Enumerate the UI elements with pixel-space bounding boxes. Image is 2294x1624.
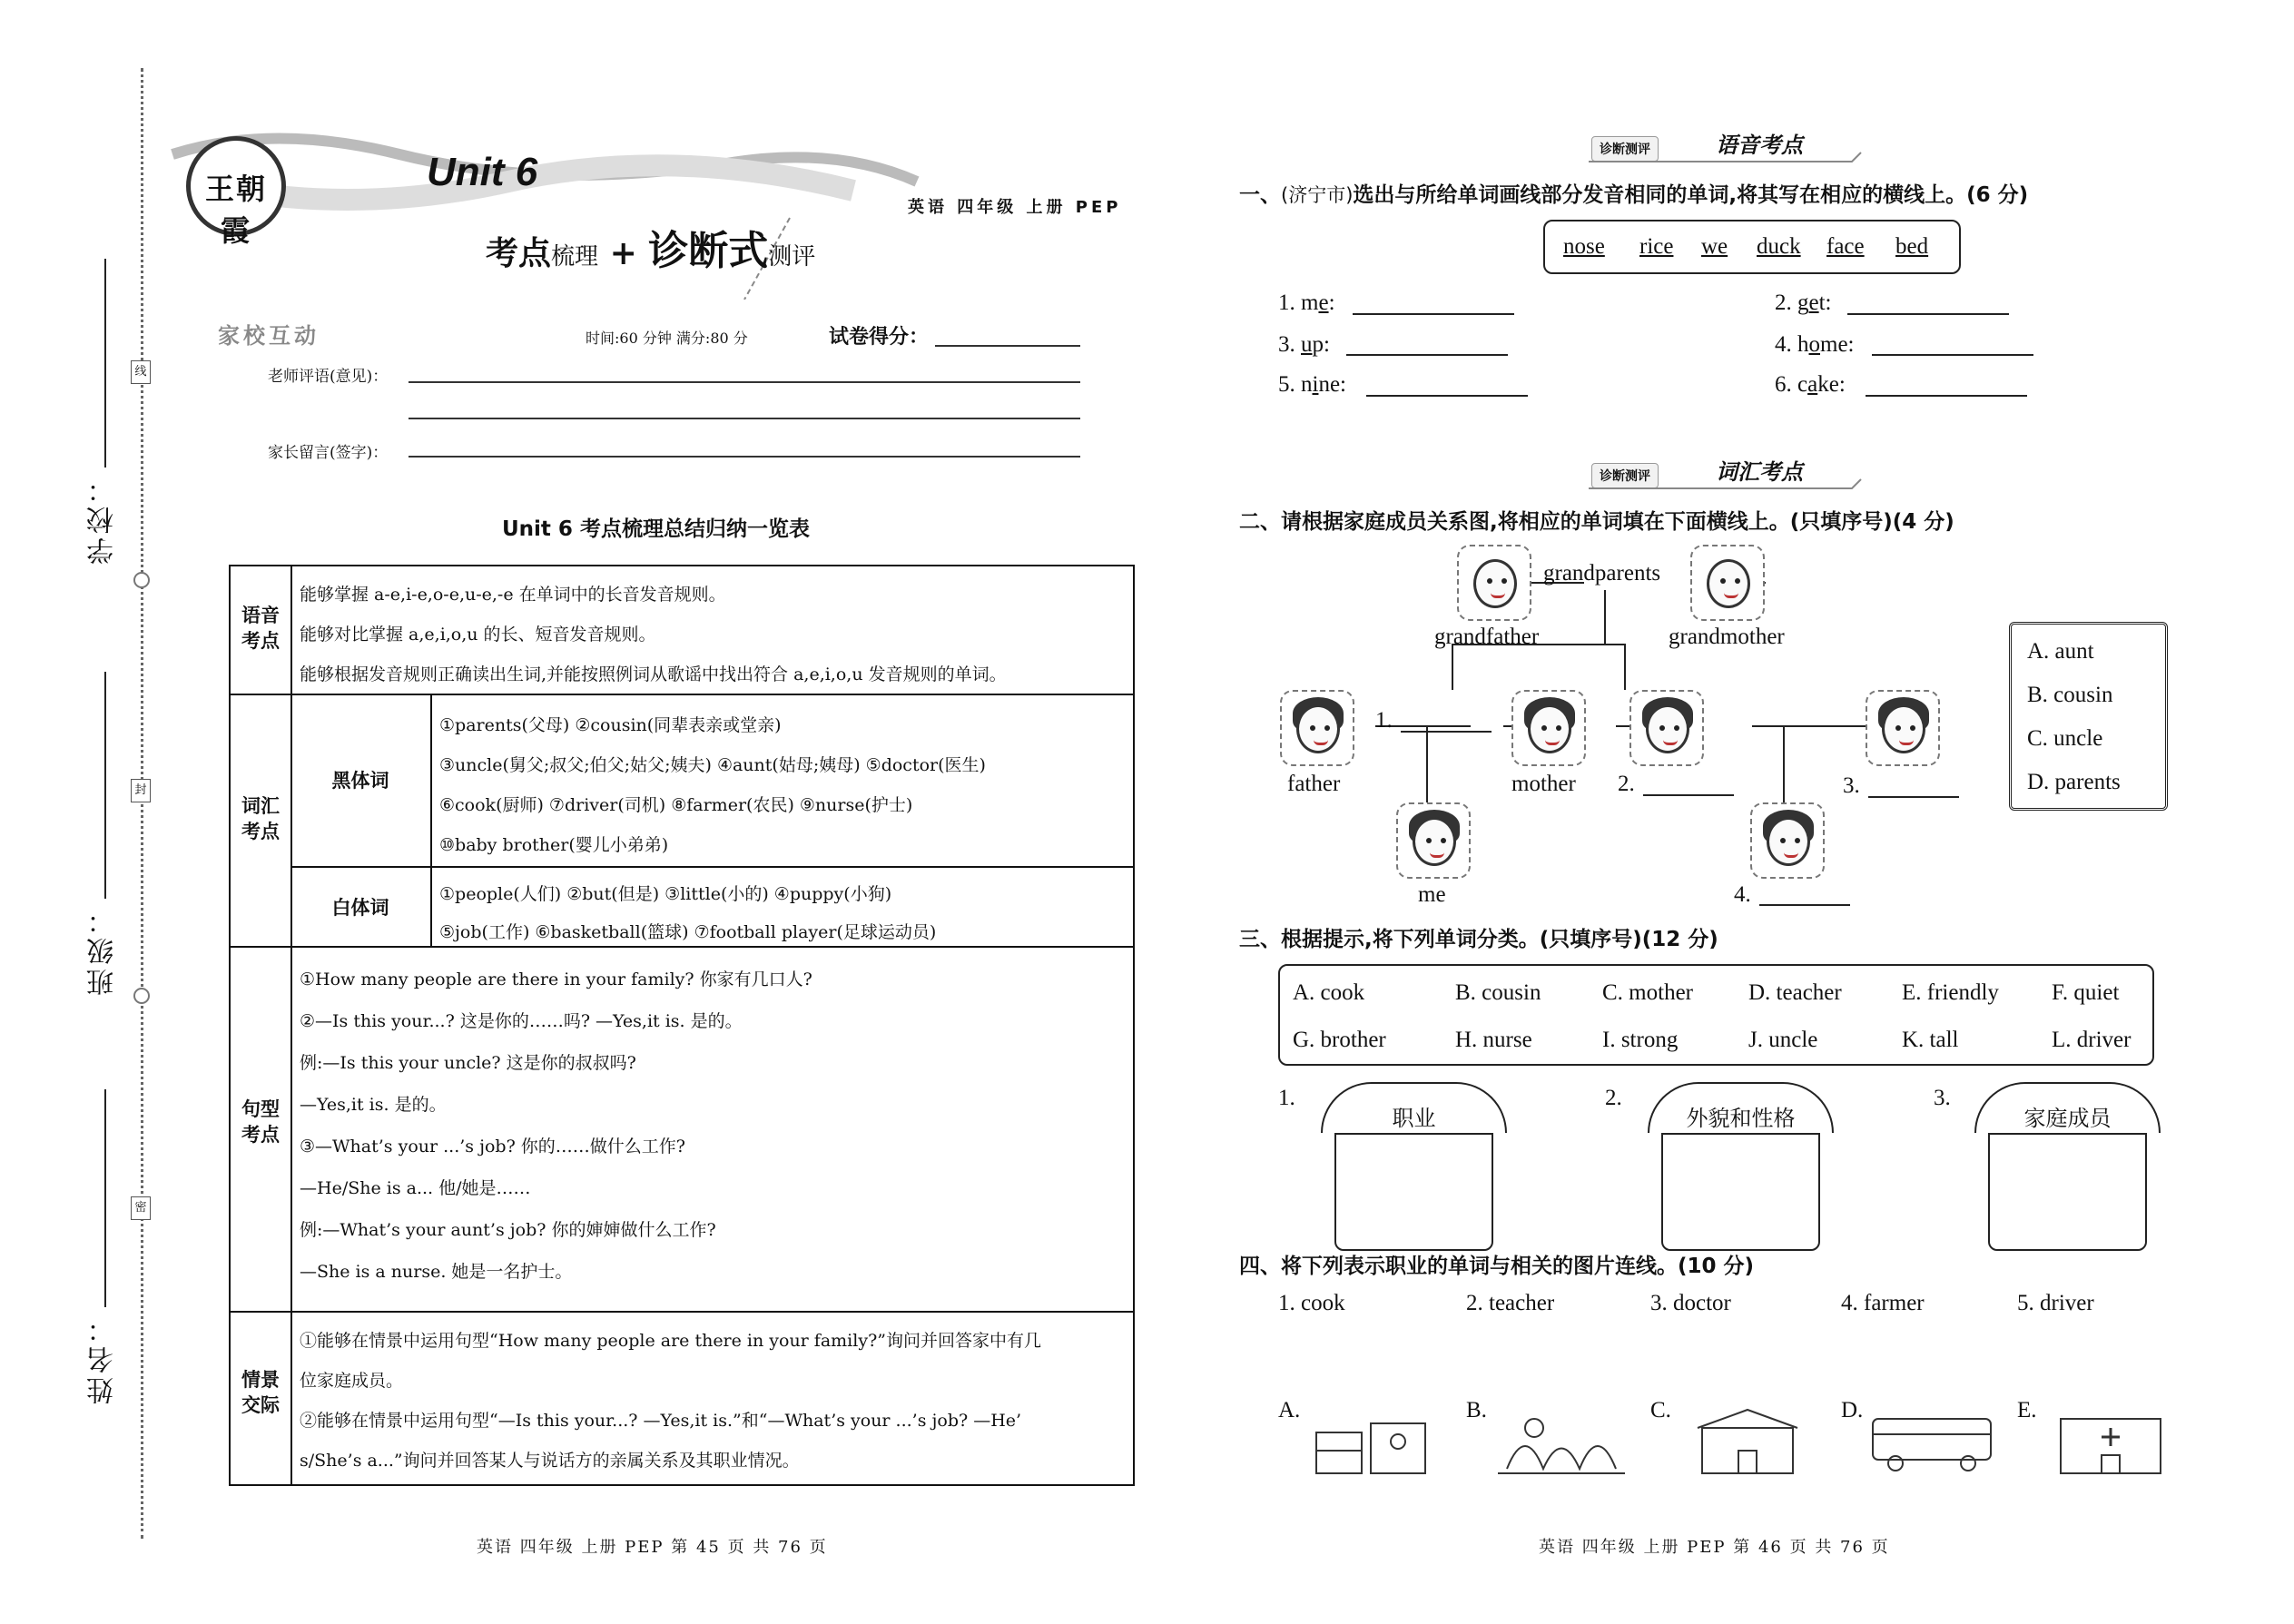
house-1-answer-area[interactable] (1334, 1133, 1493, 1251)
aunt-portrait (1866, 690, 1940, 766)
q1-answer-1[interactable] (1353, 313, 1514, 315)
binding-dotted-line (141, 68, 143, 1539)
q4-pic-label-a: A. (1278, 1398, 1301, 1422)
q3-word: C. mother (1602, 980, 1693, 1005)
q3-word: J. uncle (1748, 1028, 1818, 1052)
house-3-roof (1974, 1082, 2161, 1133)
word-duck: duck (1757, 234, 1801, 259)
q3-word: K. tall (1902, 1028, 1959, 1052)
q3-word: D. teacher (1748, 980, 1842, 1005)
plain-word-line: ①people(人们) ②but(但是) ③little(小的) ④puppy(小狗) (439, 884, 892, 904)
q1-item-suffix: : (1328, 290, 1335, 315)
uncle-portrait (1629, 690, 1704, 766)
face-icon (1296, 704, 1340, 753)
family-tree-blank-2[interactable] (1643, 794, 1734, 796)
unit-title: Unit 6 (427, 150, 538, 194)
cousin-portrait (1750, 802, 1825, 879)
q1-item-underlined: i (1312, 372, 1319, 397)
word-bed: bed (1895, 234, 1929, 259)
q3-word: F. quiet (2052, 980, 2120, 1005)
q1-item-prefix: c (1797, 372, 1808, 397)
word-we: we (1701, 234, 1728, 259)
situation-category (231, 1367, 290, 1418)
sentence-line: ①How many people are there in your family? 你家有几口人? (300, 969, 812, 989)
parent-remark-field[interactable] (409, 456, 1080, 458)
q1-item-prefix: n (1301, 372, 1313, 397)
question-1-number: 一、 (1239, 183, 1281, 207)
q1-item-underlined: o (1808, 332, 1820, 357)
q1-item-5 (1278, 372, 1346, 398)
q1-item-prefix: g (1797, 290, 1809, 315)
family-tree-blank-4[interactable] (1759, 904, 1850, 906)
sentence-line: ②—Is this your...? 这是你的……吗? —Yes,it is. 是的。 (300, 1011, 743, 1031)
q3-word: B. cousin (1455, 980, 1541, 1005)
house-1-label: 职业 (1392, 1106, 1436, 1131)
school-field[interactable] (104, 259, 106, 468)
parent-remark-label: 家长留言(签字)： (268, 444, 389, 462)
face-icon (1767, 817, 1810, 866)
situation-line: ②能够在情景中运用句型“—Is this your...? —Yes,it is.”和“—What’s your ...’s job? —He’ (300, 1411, 1022, 1431)
phonics-line: 能够对比掌握 a,e,i,o,u 的长、短音发音规则。 (300, 625, 656, 645)
q1-answer-5[interactable] (1366, 395, 1528, 397)
bold-word-line: ⑥cook(厨师) ⑦driver(司机) ⑧farmer(农民) ⑨nurse(护士) (439, 795, 913, 815)
question-1-source: (济宁市) (1281, 184, 1354, 206)
face-icon (1413, 817, 1456, 866)
phonics-label-1: 语音 (241, 605, 280, 626)
sentence-line: 例:—What’s your aunt’s job? 你的婶婶做什么工作? (300, 1220, 716, 1240)
situation-label-1: 情景 (241, 1369, 280, 1391)
teacher-remark-field-line2[interactable] (409, 418, 1080, 419)
q3-word: G. brother (1293, 1028, 1386, 1052)
table-subcategory-divider (430, 694, 432, 946)
vocab-category (231, 793, 290, 844)
question-1-instruction: 选出与所给单词画线部分发音相同的单词,将其写在相应的横线上。(6 分) (1353, 183, 2029, 207)
q1-item-suffix: me: (1820, 332, 1855, 357)
face-icon (1528, 704, 1571, 753)
word-face: face (1826, 234, 1865, 259)
blank-1-number: 1. (1375, 708, 1393, 733)
house-2-answer-area[interactable] (1661, 1133, 1820, 1251)
grade-label: 英语 四年级 上册 PEP (908, 198, 1122, 217)
q1-item-suffix: p: (1312, 332, 1330, 357)
sentence-category (231, 1097, 290, 1147)
header-subtitle (486, 218, 815, 276)
name-field[interactable] (104, 1089, 106, 1307)
mother-portrait (1511, 690, 1586, 766)
q3-word: I. strong (1602, 1028, 1679, 1052)
q4-pic-label-e: E. (2017, 1398, 2037, 1422)
q4-word-driver[interactable]: 5. driver (2017, 1291, 2094, 1315)
option-cousin: B. cousin (2027, 683, 2113, 707)
subtitle-kaodian: 考点 (486, 234, 552, 272)
class-label: 班级： (87, 903, 119, 996)
question-3-word-box (1278, 964, 2154, 1066)
q4-word-farmer[interactable]: 4. farmer (1841, 1291, 1925, 1315)
q4-word-cook[interactable]: 1. cook (1278, 1291, 1345, 1315)
q1-item-4 (1775, 332, 1855, 358)
situation-label-2: 交际 (241, 1394, 280, 1416)
grandmother-portrait (1690, 545, 1765, 621)
house-3-answer-area[interactable] (1988, 1133, 2147, 1251)
q1-item-number: 5. (1278, 372, 1295, 397)
label-me: me (1418, 882, 1446, 907)
q1-item-prefix: h (1797, 332, 1809, 357)
plain-word-line: ⑤job(工作) ⑥basketball(篮球) ⑦football player(足球运动员) (439, 922, 937, 942)
teacher-remark-field[interactable] (409, 381, 1080, 383)
label-father: father (1287, 772, 1341, 796)
house-1-number: 1. (1278, 1086, 1295, 1110)
section-arrow-decoration (1589, 145, 1870, 163)
q3-word: E. friendly (1902, 980, 1999, 1005)
q4-pic-label-b: B. (1466, 1398, 1487, 1422)
option-parents: D. parents (2027, 770, 2121, 794)
school-picture[interactable] (1684, 1405, 1811, 1478)
score-label: 试卷得分： (829, 325, 930, 349)
binding-hole (133, 572, 150, 588)
blank-4-number: 4. (1734, 882, 1751, 907)
school-label: 学校： (87, 472, 119, 565)
situation-line: s/She’s a...”询问并回答某人与说话方的亲属关系及其职业情况。 (300, 1451, 800, 1471)
label-grandparents: grandparents (1543, 561, 1661, 586)
table-category-divider (290, 566, 292, 1484)
hospital-picture[interactable] (2047, 1405, 2174, 1478)
table-row-divider (231, 694, 1133, 695)
q1-item-number: 4. (1775, 332, 1792, 357)
page-footer-left: 英语 四年级 上册 PEP 第 45 页 共 76 页 (477, 1538, 828, 1557)
bold-word-line: ⑩baby brother(婴儿小弟弟) (439, 835, 669, 855)
face-icon (1882, 704, 1925, 753)
father-portrait (1280, 690, 1354, 766)
blank-2-number: 2. (1618, 772, 1635, 796)
summary-table-title: Unit 6 考点梳理总结归纳一览表 (502, 517, 810, 541)
sentence-line: 例:—Is this your uncle? 这是你的叔叔吗? (300, 1053, 636, 1073)
subtitle-ceping: 测评 (768, 243, 816, 271)
word-nose: nose (1563, 234, 1605, 259)
binding-tag-secret: 密 (131, 1196, 151, 1220)
label-grandmother: grandmother (1669, 625, 1785, 649)
table-subrow-divider (290, 866, 1133, 868)
binding-tag-line: 线 (131, 360, 151, 384)
question-3-title: 三、根据提示,将下列单词分类。(只填序号)(12 分) (1239, 928, 1718, 951)
vocab-label-2: 考点 (241, 821, 280, 842)
phonics-line: 能够掌握 a-e,i-e,o-e,u-e,-e 在单词中的长音发音规则。 (300, 585, 726, 605)
section-name-vocab: 词汇考点 (1716, 459, 1803, 485)
q4-word-doctor[interactable]: 3. doctor (1650, 1291, 1731, 1315)
sentence-line: —Yes,it is. 是的。 (300, 1095, 447, 1115)
grandfather-portrait (1457, 545, 1531, 621)
question-2-title: 二、请根据家庭成员关系图,将相应的单词填在下面横线上。(只填序号)(4 分) (1239, 510, 1954, 534)
q1-answer-6[interactable] (1866, 395, 2027, 397)
section-tag-phonics: 诊断测评 (1591, 136, 1659, 162)
option-aunt: A. aunt (2027, 639, 2094, 664)
farm-field-picture[interactable] (1498, 1405, 1625, 1478)
bold-words-label: 黑体词 (331, 770, 389, 792)
summary-table (229, 565, 1135, 1486)
question-4-title: 四、将下列表示职业的单词与相关的图片连线。(10 分) (1239, 1255, 1755, 1278)
question-1-title (1239, 178, 2028, 208)
house-3-number: 3. (1934, 1086, 1951, 1110)
house-3-label: 家庭成员 (2023, 1106, 2112, 1131)
q1-item-underlined: e (1318, 290, 1329, 315)
kitchen-picture[interactable] (1307, 1405, 1434, 1478)
word-rice: rice (1639, 234, 1674, 259)
q1-item-number: 2. (1775, 290, 1792, 315)
q1-item-number: 1. (1278, 290, 1295, 315)
label-grandfather: grandfather (1434, 625, 1540, 649)
q1-answer-4[interactable] (1872, 354, 2033, 356)
q1-item-3 (1278, 332, 1330, 358)
table-row-divider (231, 946, 1133, 948)
situation-line: ①能够在情景中运用句型“How many people are there in your family?”询问并回答家中有几 (300, 1331, 1041, 1351)
publisher-logo (186, 136, 286, 248)
q3-word: A. cook (1293, 980, 1365, 1005)
time-score-info: 时间:60 分钟 满分:80 分 (586, 330, 748, 347)
face-icon (1646, 704, 1689, 753)
blank-3-number: 3. (1843, 773, 1860, 798)
family-tree-blank-3[interactable] (1868, 796, 1959, 798)
q1-item-underlined: u (1301, 332, 1313, 357)
house-1-roof (1321, 1082, 1507, 1133)
teacher-remark-label: 老师评语(意见)： (268, 368, 389, 386)
table-row-divider (231, 1311, 1133, 1313)
section-arrow-decoration (1589, 472, 1870, 490)
section-tag-vocab: 诊断测评 (1591, 463, 1659, 488)
sentence-line: —He/She is a... 他/她是…… (300, 1178, 531, 1198)
q1-item-2 (1775, 290, 1832, 316)
q1-item-suffix: t: (1818, 290, 1832, 315)
q1-item-underlined: e (1808, 290, 1819, 315)
q1-item-prefix: m (1301, 290, 1319, 315)
sentence-line: ③—What’s your ...’s job? 你的……做什么工作? (300, 1137, 685, 1156)
q1-item-suffix: ke: (1817, 372, 1846, 397)
q4-pic-label-c: C. (1650, 1398, 1671, 1422)
q1-item-underlined: a (1807, 372, 1818, 397)
me-portrait (1396, 802, 1471, 879)
situation-line: 位家庭成员。 (300, 1371, 404, 1391)
subtitle-zhenduanshi: 诊断式 (648, 228, 769, 274)
q1-item-6 (1775, 372, 1846, 398)
q1-item-suffix: ne: (1318, 372, 1346, 397)
sentence-label-2: 考点 (241, 1124, 280, 1146)
name-label: 姓名： (87, 1312, 119, 1404)
section-name-phonics: 语音考点 (1716, 133, 1803, 158)
bold-word-line: ①parents(父母) ②cousin(同辈表亲或堂亲) (439, 715, 782, 735)
subtitle-shuli: 梳理 (551, 243, 599, 271)
binding-hole (133, 988, 150, 1004)
q3-word: L. driver (2052, 1028, 2132, 1052)
label-mother: mother (1511, 772, 1576, 796)
q1-item-number: 6. (1775, 372, 1792, 397)
bus-picture[interactable] (1868, 1405, 1995, 1478)
house-2-number: 2. (1605, 1086, 1622, 1110)
q1-answer-2[interactable] (1847, 313, 2009, 315)
plain-words-label: 白体词 (331, 897, 389, 919)
family-tree-blank-1[interactable] (1401, 731, 1492, 733)
q4-pic-label-d: D. (1841, 1398, 1864, 1422)
option-uncle: C. uncle (2027, 726, 2103, 751)
vocab-label-1: 词汇 (241, 795, 280, 817)
binding-tag-seal: 封 (131, 779, 151, 802)
bold-word-line: ③uncle(舅父;叔父;伯父;姑父;姨夫) ④aunt(姑母;姨母) ⑤doctor(医生) (439, 755, 986, 775)
subtitle-plus: + (609, 234, 637, 272)
phonics-label-2: 考点 (241, 630, 280, 652)
face-icon (1707, 559, 1750, 608)
sentence-line: —She is a nurse. 她是一名护士。 (300, 1262, 573, 1282)
face-icon (1473, 559, 1517, 608)
q1-item-number: 3. (1278, 332, 1295, 357)
q3-word: H. nurse (1455, 1028, 1532, 1052)
house-2-roof (1648, 1082, 1834, 1133)
q4-word-teacher[interactable]: 2. teacher (1466, 1291, 1555, 1315)
sentence-label-1: 句型 (241, 1098, 280, 1120)
q1-item-1 (1278, 290, 1335, 316)
phonics-line: 能够根据发音规则正确读出生词,并能按照例词从歌谣中找出符合 a,e,i,o,u 发音规则的单词。 (300, 664, 1007, 684)
house-2-label: 外貌和性格 (1686, 1106, 1796, 1131)
home-school-interaction-title: 家校互动 (218, 322, 320, 349)
phonics-category (231, 603, 290, 654)
page-footer-right: 英语 四年级 上册 PEP 第 46 页 共 76 页 (1539, 1538, 1890, 1557)
score-field[interactable] (935, 345, 1080, 347)
q1-answer-3[interactable] (1346, 354, 1508, 356)
class-field[interactable] (104, 672, 106, 899)
logo-text: 王朝霞 (204, 172, 267, 248)
